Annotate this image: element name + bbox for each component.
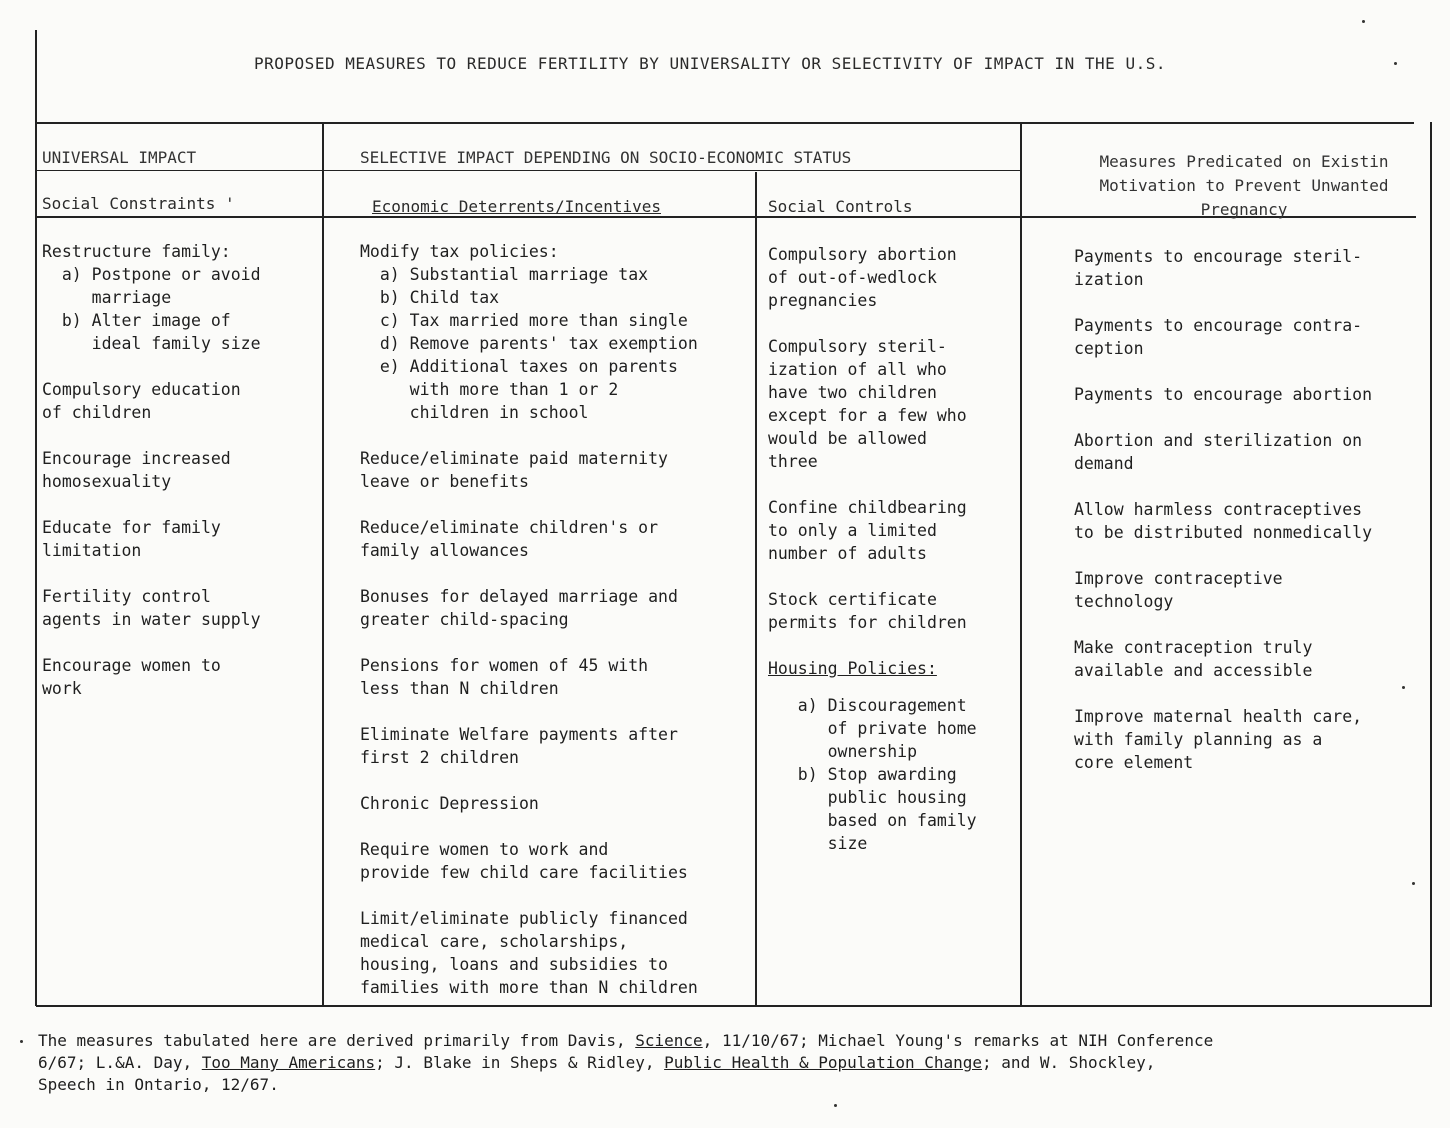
subheader-social-controls: Social Controls — [768, 197, 913, 216]
footnote-text: 6/67; L.&A. Day, — [38, 1053, 202, 1072]
divider-economic-controls — [755, 172, 757, 1006]
right-border — [1430, 122, 1432, 1006]
subheader-social-constraints: Social Constraints ' — [42, 194, 235, 213]
header-existing-line3: Pregnancy — [1200, 200, 1288, 219]
footnote-text: Speech in Ontario, 12/67. — [38, 1075, 279, 1094]
footnote-line-3 — [38, 1074, 1433, 1096]
subheader-economic: Economic Deterrents/Incentives — [372, 197, 661, 216]
divider-selective-existing — [1020, 122, 1022, 1006]
footnote-line-1 — [38, 1030, 1433, 1052]
housing-policies-options: a) Discouragement of private home ownership b) Stop awarding public housing based on family size — [797, 696, 977, 853]
list-item: Fertility control agents in water supply — [42, 587, 261, 629]
header-selective: SELECTIVE IMPACT DEPENDING ON SOCIO-ECONOMIC STATUS — [360, 148, 852, 167]
restructure-family-options: a) Postpone or avoid marriage b) Alter image of ideal family size — [61, 265, 261, 353]
list-item: Make contraception truly available and accessible — [1074, 638, 1313, 680]
list-item: Payments to encourage abortion — [1074, 385, 1373, 404]
divider-universal-selective — [322, 122, 324, 1006]
list-item: Chronic Depression — [360, 794, 539, 813]
list-item: Improve maternal health care, with family planning as a core element — [1074, 707, 1363, 772]
header-universal: UNIVERSAL IMPACT — [42, 148, 197, 167]
left-border — [35, 30, 37, 1006]
scan-speck — [1412, 882, 1415, 885]
scan-speck — [1402, 686, 1405, 689]
column-social-controls — [768, 243, 1018, 878]
list-item: Allow harmless contraceptives to be distributed nonmedically — [1074, 500, 1373, 542]
modify-tax-title: Modify tax policies: — [360, 242, 559, 261]
housing-policies-title: Housing Policies: — [768, 659, 937, 678]
header-existing-line2: Motivation to Prevent Unwanted — [1099, 176, 1389, 195]
column-existing-motivation — [1074, 245, 1424, 797]
list-item: Abortion and sterilization on demand — [1074, 431, 1363, 473]
table-top-border — [36, 122, 1414, 124]
citation-public-health: Public Health & Population Change — [664, 1053, 983, 1072]
list-item-restructure-family — [42, 240, 317, 355]
scan-speck — [834, 1104, 837, 1107]
list-item: Confine childbearing to only a limited number of adults — [768, 498, 967, 563]
modify-tax-options: a) Substantial marriage tax b) Child tax c) Tax married more than single d) Remove parents' tax exemption e) Additional taxes on parents with more than 1 or 2 children in school — [379, 265, 698, 422]
footnote-text: , 11/10/67; Michael Young's remarks at NIH Conference — [702, 1031, 1214, 1050]
list-item-housing-policies — [768, 657, 1018, 855]
page-title: PROPOSED MEASURES TO REDUCE FERTILITY BY UNIVERSALITY OR SELECTIVITY OF IMPACT IN THE U.S. — [254, 54, 1166, 73]
list-item: Require women to work and provide few child care facilities — [360, 840, 688, 882]
list-item: Improve contraceptive technology — [1074, 569, 1283, 611]
footnote-line-2 — [38, 1052, 1433, 1074]
header-existing-line1: Measures Predicated on Existin — [1099, 152, 1389, 171]
list-item: Educate for family limitation — [42, 518, 221, 560]
header-divider-left — [36, 170, 324, 171]
list-item: Bonuses for delayed marriage and greater child-spacing — [360, 587, 678, 629]
column-economic — [360, 240, 752, 999]
list-item: Payments to encourage steril- ization — [1074, 247, 1363, 289]
list-item: Compulsory abortion of out-of-wedlock pregnancies — [768, 245, 957, 310]
footnote — [38, 1030, 1433, 1096]
list-item-modify-tax — [360, 240, 752, 424]
scan-speck — [1362, 20, 1365, 23]
scan-speck — [1394, 62, 1397, 65]
list-item: Pensions for women of 45 with less than N children — [360, 656, 649, 698]
scan-speck — [20, 1040, 23, 1043]
list-item: Reduce/eliminate children's or family allowances — [360, 518, 659, 560]
list-item: Reduce/eliminate paid maternity leave or benefits — [360, 449, 668, 491]
list-item: Compulsory education of children — [42, 380, 241, 422]
list-item: Encourage women to work — [42, 656, 221, 698]
footnote-text: ; and W. Shockley, — [982, 1053, 1156, 1072]
list-item: Payments to encourage contra- ception — [1074, 316, 1363, 358]
list-item: Limit/eliminate publicly financed medical care, scholarships, housing, loans and subsidies to families with more than N children — [360, 909, 698, 997]
citation-science: Science — [635, 1031, 703, 1050]
citation-too-many-americans: Too Many Americans — [201, 1053, 376, 1072]
table-bottom-border — [36, 1005, 1432, 1007]
footnote-text: The measures tabulated here are derived primarily from Davis, — [38, 1031, 636, 1050]
list-item: Stock certificate permits for children — [768, 590, 967, 632]
column-social-constraints — [42, 240, 317, 723]
footnote-text: ; J. Blake in Sheps & Ridley, — [375, 1053, 665, 1072]
list-item: Eliminate Welfare payments after first 2 children — [360, 725, 678, 767]
header-existing-motivation — [1060, 150, 1428, 222]
header-divider-selective — [324, 170, 1020, 171]
list-item: Encourage increased homosexuality — [42, 449, 231, 491]
restructure-family-title: Restructure family: — [42, 242, 231, 261]
list-item: Compulsory steril- ization of all who have two children except for a few who would be allowed three — [768, 337, 967, 471]
